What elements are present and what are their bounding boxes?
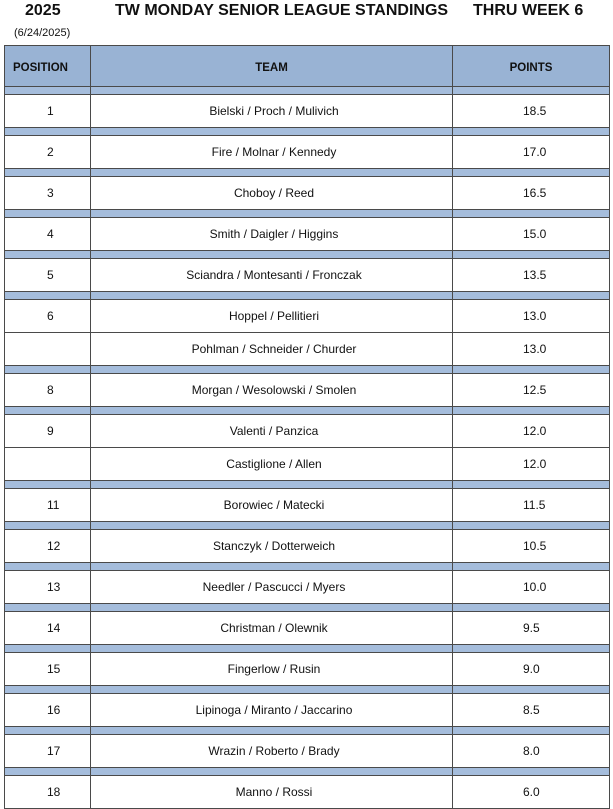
separator-cell <box>91 645 453 653</box>
points-cell: 12.0 <box>453 448 610 481</box>
separator-cell <box>453 128 610 136</box>
separator-cell <box>5 407 91 415</box>
team-cell: Sciandra / Montesanti / Fronczak <box>91 259 453 292</box>
points-cell: 16.5 <box>453 177 610 210</box>
separator-cell <box>91 563 453 571</box>
position-cell: 4 <box>5 218 91 251</box>
points-cell: 6.0 <box>453 776 610 809</box>
row-separator <box>5 366 610 374</box>
position-cell: 6 <box>5 300 91 333</box>
standings-date: (6/24/2025) <box>14 27 71 39</box>
separator-cell <box>91 481 453 489</box>
separator-cell <box>5 604 91 612</box>
position-cell: 16 <box>5 694 91 727</box>
standings-table <box>4 45 610 809</box>
position-cell: 11 <box>5 489 91 522</box>
separator-cell <box>91 292 453 300</box>
separator-cell <box>5 768 91 776</box>
separator-cell <box>453 768 610 776</box>
position-cell: 1 <box>5 95 91 128</box>
position-column-header: POSITION <box>5 46 91 87</box>
separator-cell <box>453 563 610 571</box>
separator-cell <box>453 407 610 415</box>
points-cell: 13.0 <box>453 300 610 333</box>
separator-cell <box>91 407 453 415</box>
separator-cell <box>5 169 91 177</box>
standings-body <box>5 87 610 809</box>
position-cell: 14 <box>5 612 91 645</box>
season-year: 2025 <box>25 2 61 19</box>
team-cell: Christman / Olewnik <box>91 612 453 645</box>
team-cell: Stanczyk / Dotterweich <box>91 530 453 563</box>
team-cell: Borowiec / Matecki <box>91 489 453 522</box>
separator-cell <box>5 251 91 259</box>
position-cell: 5 <box>5 259 91 292</box>
points-cell: 10.0 <box>453 571 610 604</box>
table-row <box>5 95 610 128</box>
separator-cell <box>5 686 91 694</box>
row-separator <box>5 407 610 415</box>
separator-cell <box>453 210 610 218</box>
position-cell <box>5 448 91 481</box>
row-separator <box>5 87 610 95</box>
separator-cell <box>453 481 610 489</box>
position-cell: 13 <box>5 571 91 604</box>
points-cell: 9.5 <box>453 612 610 645</box>
separator-cell <box>453 645 610 653</box>
row-separator <box>5 563 610 571</box>
separator-cell <box>453 251 610 259</box>
page-title: TW MONDAY SENIOR LEAGUE STANDINGS <box>115 2 449 19</box>
team-cell: Bielski / Proch / Mulivich <box>91 95 453 128</box>
position-cell <box>5 333 91 366</box>
through-week-label: THRU WEEK 6 <box>473 2 584 19</box>
separator-cell <box>5 522 91 530</box>
table-row <box>5 694 610 727</box>
team-cell: Manno / Rossi <box>91 776 453 809</box>
separator-cell <box>453 686 610 694</box>
table-row <box>5 177 610 210</box>
table-row <box>5 374 610 407</box>
position-cell: 8 <box>5 374 91 407</box>
table-row <box>5 489 610 522</box>
table-row <box>5 333 610 366</box>
separator-cell <box>5 210 91 218</box>
separator-cell <box>91 169 453 177</box>
separator-cell <box>453 727 610 735</box>
team-cell: Smith / Daigler / Higgins <box>91 218 453 251</box>
points-cell: 12.5 <box>453 374 610 407</box>
separator-cell <box>5 645 91 653</box>
points-cell: 13.5 <box>453 259 610 292</box>
separator-cell <box>453 604 610 612</box>
points-cell: 8.5 <box>453 694 610 727</box>
position-cell: 18 <box>5 776 91 809</box>
team-cell: Lipinoga / Miranto / Jaccarino <box>91 694 453 727</box>
points-cell: 12.0 <box>453 415 610 448</box>
row-separator <box>5 768 610 776</box>
table-row <box>5 653 610 686</box>
table-row <box>5 300 610 333</box>
position-cell: 12 <box>5 530 91 563</box>
position-cell: 2 <box>5 136 91 169</box>
position-cell: 9 <box>5 415 91 448</box>
team-cell: Castiglione / Allen <box>91 448 453 481</box>
team-cell: Wrazin / Roberto / Brady <box>91 735 453 768</box>
points-cell: 10.5 <box>453 530 610 563</box>
team-cell: Fingerlow / Rusin <box>91 653 453 686</box>
separator-cell <box>91 686 453 694</box>
points-cell: 18.5 <box>453 95 610 128</box>
points-cell: 17.0 <box>453 136 610 169</box>
separator-cell <box>91 522 453 530</box>
separator-cell <box>5 481 91 489</box>
separator-cell <box>5 727 91 735</box>
row-separator <box>5 210 610 218</box>
separator-cell <box>453 87 610 95</box>
points-column-header: POINTS <box>453 46 610 87</box>
separator-cell <box>91 128 453 136</box>
table-row <box>5 136 610 169</box>
separator-cell <box>91 251 453 259</box>
table-row <box>5 415 610 448</box>
table-row <box>5 448 610 481</box>
team-cell: Fire / Molnar / Kennedy <box>91 136 453 169</box>
points-cell: 15.0 <box>453 218 610 251</box>
separator-cell <box>91 210 453 218</box>
separator-cell <box>5 366 91 374</box>
table-row <box>5 612 610 645</box>
points-cell: 11.5 <box>453 489 610 522</box>
team-cell: Hoppel / Pellitieri <box>91 300 453 333</box>
table-row <box>5 218 610 251</box>
row-separator <box>5 292 610 300</box>
separator-cell <box>453 292 610 300</box>
row-separator <box>5 169 610 177</box>
team-column-header: TEAM <box>91 46 453 87</box>
row-separator <box>5 128 610 136</box>
separator-cell <box>91 727 453 735</box>
table-row <box>5 776 610 809</box>
team-cell: Valenti / Panzica <box>91 415 453 448</box>
row-separator <box>5 522 610 530</box>
separator-cell <box>5 563 91 571</box>
row-separator <box>5 727 610 735</box>
points-cell: 8.0 <box>453 735 610 768</box>
points-cell: 9.0 <box>453 653 610 686</box>
team-cell: Pohlman / Schneider / Churder <box>91 333 453 366</box>
separator-cell <box>91 604 453 612</box>
separator-cell <box>91 768 453 776</box>
table-row <box>5 259 610 292</box>
separator-cell <box>91 366 453 374</box>
position-cell: 3 <box>5 177 91 210</box>
row-separator <box>5 604 610 612</box>
team-cell: Needler / Pascucci / Myers <box>91 571 453 604</box>
separator-cell <box>5 292 91 300</box>
table-row <box>5 735 610 768</box>
points-cell: 13.0 <box>453 333 610 366</box>
position-cell: 17 <box>5 735 91 768</box>
table-row <box>5 571 610 604</box>
team-cell: Choboy / Reed <box>91 177 453 210</box>
separator-cell <box>5 128 91 136</box>
table-row <box>5 530 610 563</box>
table-header-row <box>5 46 610 87</box>
separator-cell <box>453 169 610 177</box>
team-cell: Morgan / Wesolowski / Smolen <box>91 374 453 407</box>
row-separator <box>5 481 610 489</box>
separator-cell <box>5 87 91 95</box>
row-separator <box>5 251 610 259</box>
separator-cell <box>453 522 610 530</box>
position-cell: 15 <box>5 653 91 686</box>
separator-cell <box>453 366 610 374</box>
separator-cell <box>91 87 453 95</box>
row-separator <box>5 686 610 694</box>
row-separator <box>5 645 610 653</box>
